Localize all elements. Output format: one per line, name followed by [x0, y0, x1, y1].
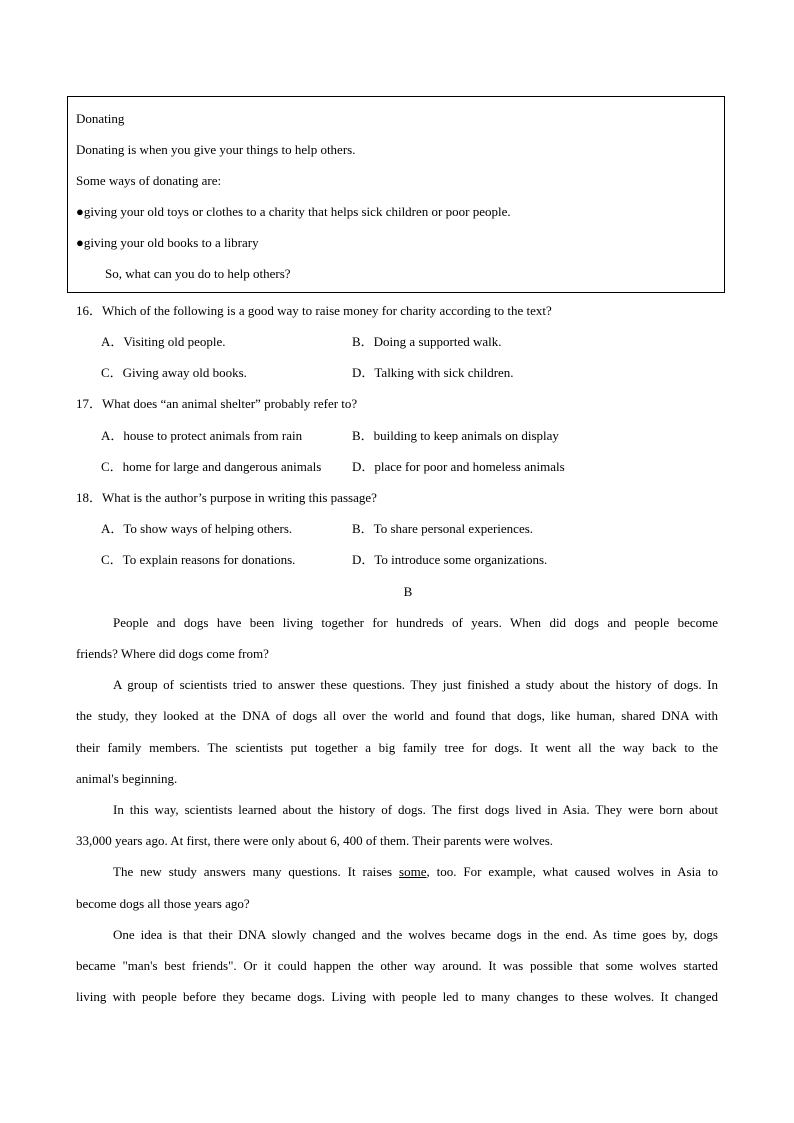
donating-info-box	[67, 96, 725, 293]
paragraph-4-line: become dogs all those years ago?	[76, 896, 250, 911]
paragraph-2-line: A group of scientists tried to answer these questions. They just finished a study about the history of dogs. In	[113, 677, 718, 692]
paragraph-4-text-after: , too. For example, what caused wolves in Asia to	[426, 864, 718, 879]
paragraph-4-line	[113, 864, 718, 880]
paragraph-5-line: living with people before they became dogs. Living with people led to many changes to these wolves. It changed	[76, 989, 718, 1004]
question-18-option-a: A．To show ways of helping others.	[101, 521, 293, 536]
question-17-option-c: C．home for large and dangerous animals	[101, 459, 322, 474]
question-16-stem: 16．Which of the following is a good way to raise money for charity according to the text?	[76, 303, 552, 318]
question-16-option-a: A．Visiting old people.	[101, 334, 226, 349]
question-16-option-b: B．Doing a supported walk.	[352, 334, 502, 349]
paragraph-3-line: 33,000 years ago. At first, there were only about 6, 400 of them. Their parents were wolves.	[76, 833, 554, 848]
box-closing-question: So, what can you do to help others?	[105, 266, 291, 281]
section-b-heading: B	[403, 584, 413, 599]
question-18-option-c: C．To explain reasons for donations.	[101, 552, 296, 567]
question-16-option-c: C．Giving away old books.	[101, 365, 247, 380]
box-definition: Donating is when you give your things to help others.	[76, 142, 356, 157]
box-title: Donating	[76, 111, 125, 126]
box-ways-intro: Some ways of donating are:	[76, 173, 222, 188]
underlined-word-some: some	[399, 864, 427, 879]
question-18-stem: 18．What is the author’s purpose in writing this passage?	[76, 490, 377, 505]
question-16-option-d: D．Talking with sick children.	[352, 365, 514, 380]
paragraph-5-line: One idea is that their DNA slowly changed and the wolves became dogs in the end. As time goes by, dogs	[113, 927, 718, 942]
question-17-option-b: B．building to keep animals on display	[352, 428, 559, 443]
paragraph-3-line: In this way, scientists learned about the history of dogs. The first dogs lived in Asia. They were born about	[113, 802, 718, 817]
box-bullet-toys: ●giving your old toys or clothes to a charity that helps sick children or poor people.	[76, 204, 511, 219]
question-17-option-d: D．place for poor and homeless animals	[352, 459, 565, 474]
paragraph-1-line: friends? Where did dogs come from?	[76, 646, 269, 661]
paragraph-5-line: became "man's best friends". Or it could happen the other way around. It was possible that some wolves started	[76, 958, 718, 973]
paragraph-4-text-before: The new study answers many questions. It raises	[113, 864, 400, 879]
paragraph-2-line: animal's beginning.	[76, 771, 178, 786]
box-bullet-books: ●giving your old books to a library	[76, 235, 259, 250]
question-18-option-d: D．To introduce some organizations.	[352, 552, 548, 567]
paragraph-1-line: People and dogs have been living together for hundreds of years. When did dogs and people become	[113, 615, 718, 630]
paragraph-2-line: the study, they looked at the DNA of dogs all over the world and found that dogs, like human, shared DNA with	[76, 708, 718, 723]
question-17-option-a: A．house to protect animals from rain	[101, 428, 303, 443]
question-18-option-b: B．To share personal experiences.	[352, 521, 534, 536]
paragraph-2-line: their family members. The scientists put together a big family tree for dogs. It went all the way back to the	[76, 740, 718, 755]
question-17-stem: 17．What does “an animal shelter” probably refer to?	[76, 396, 358, 411]
